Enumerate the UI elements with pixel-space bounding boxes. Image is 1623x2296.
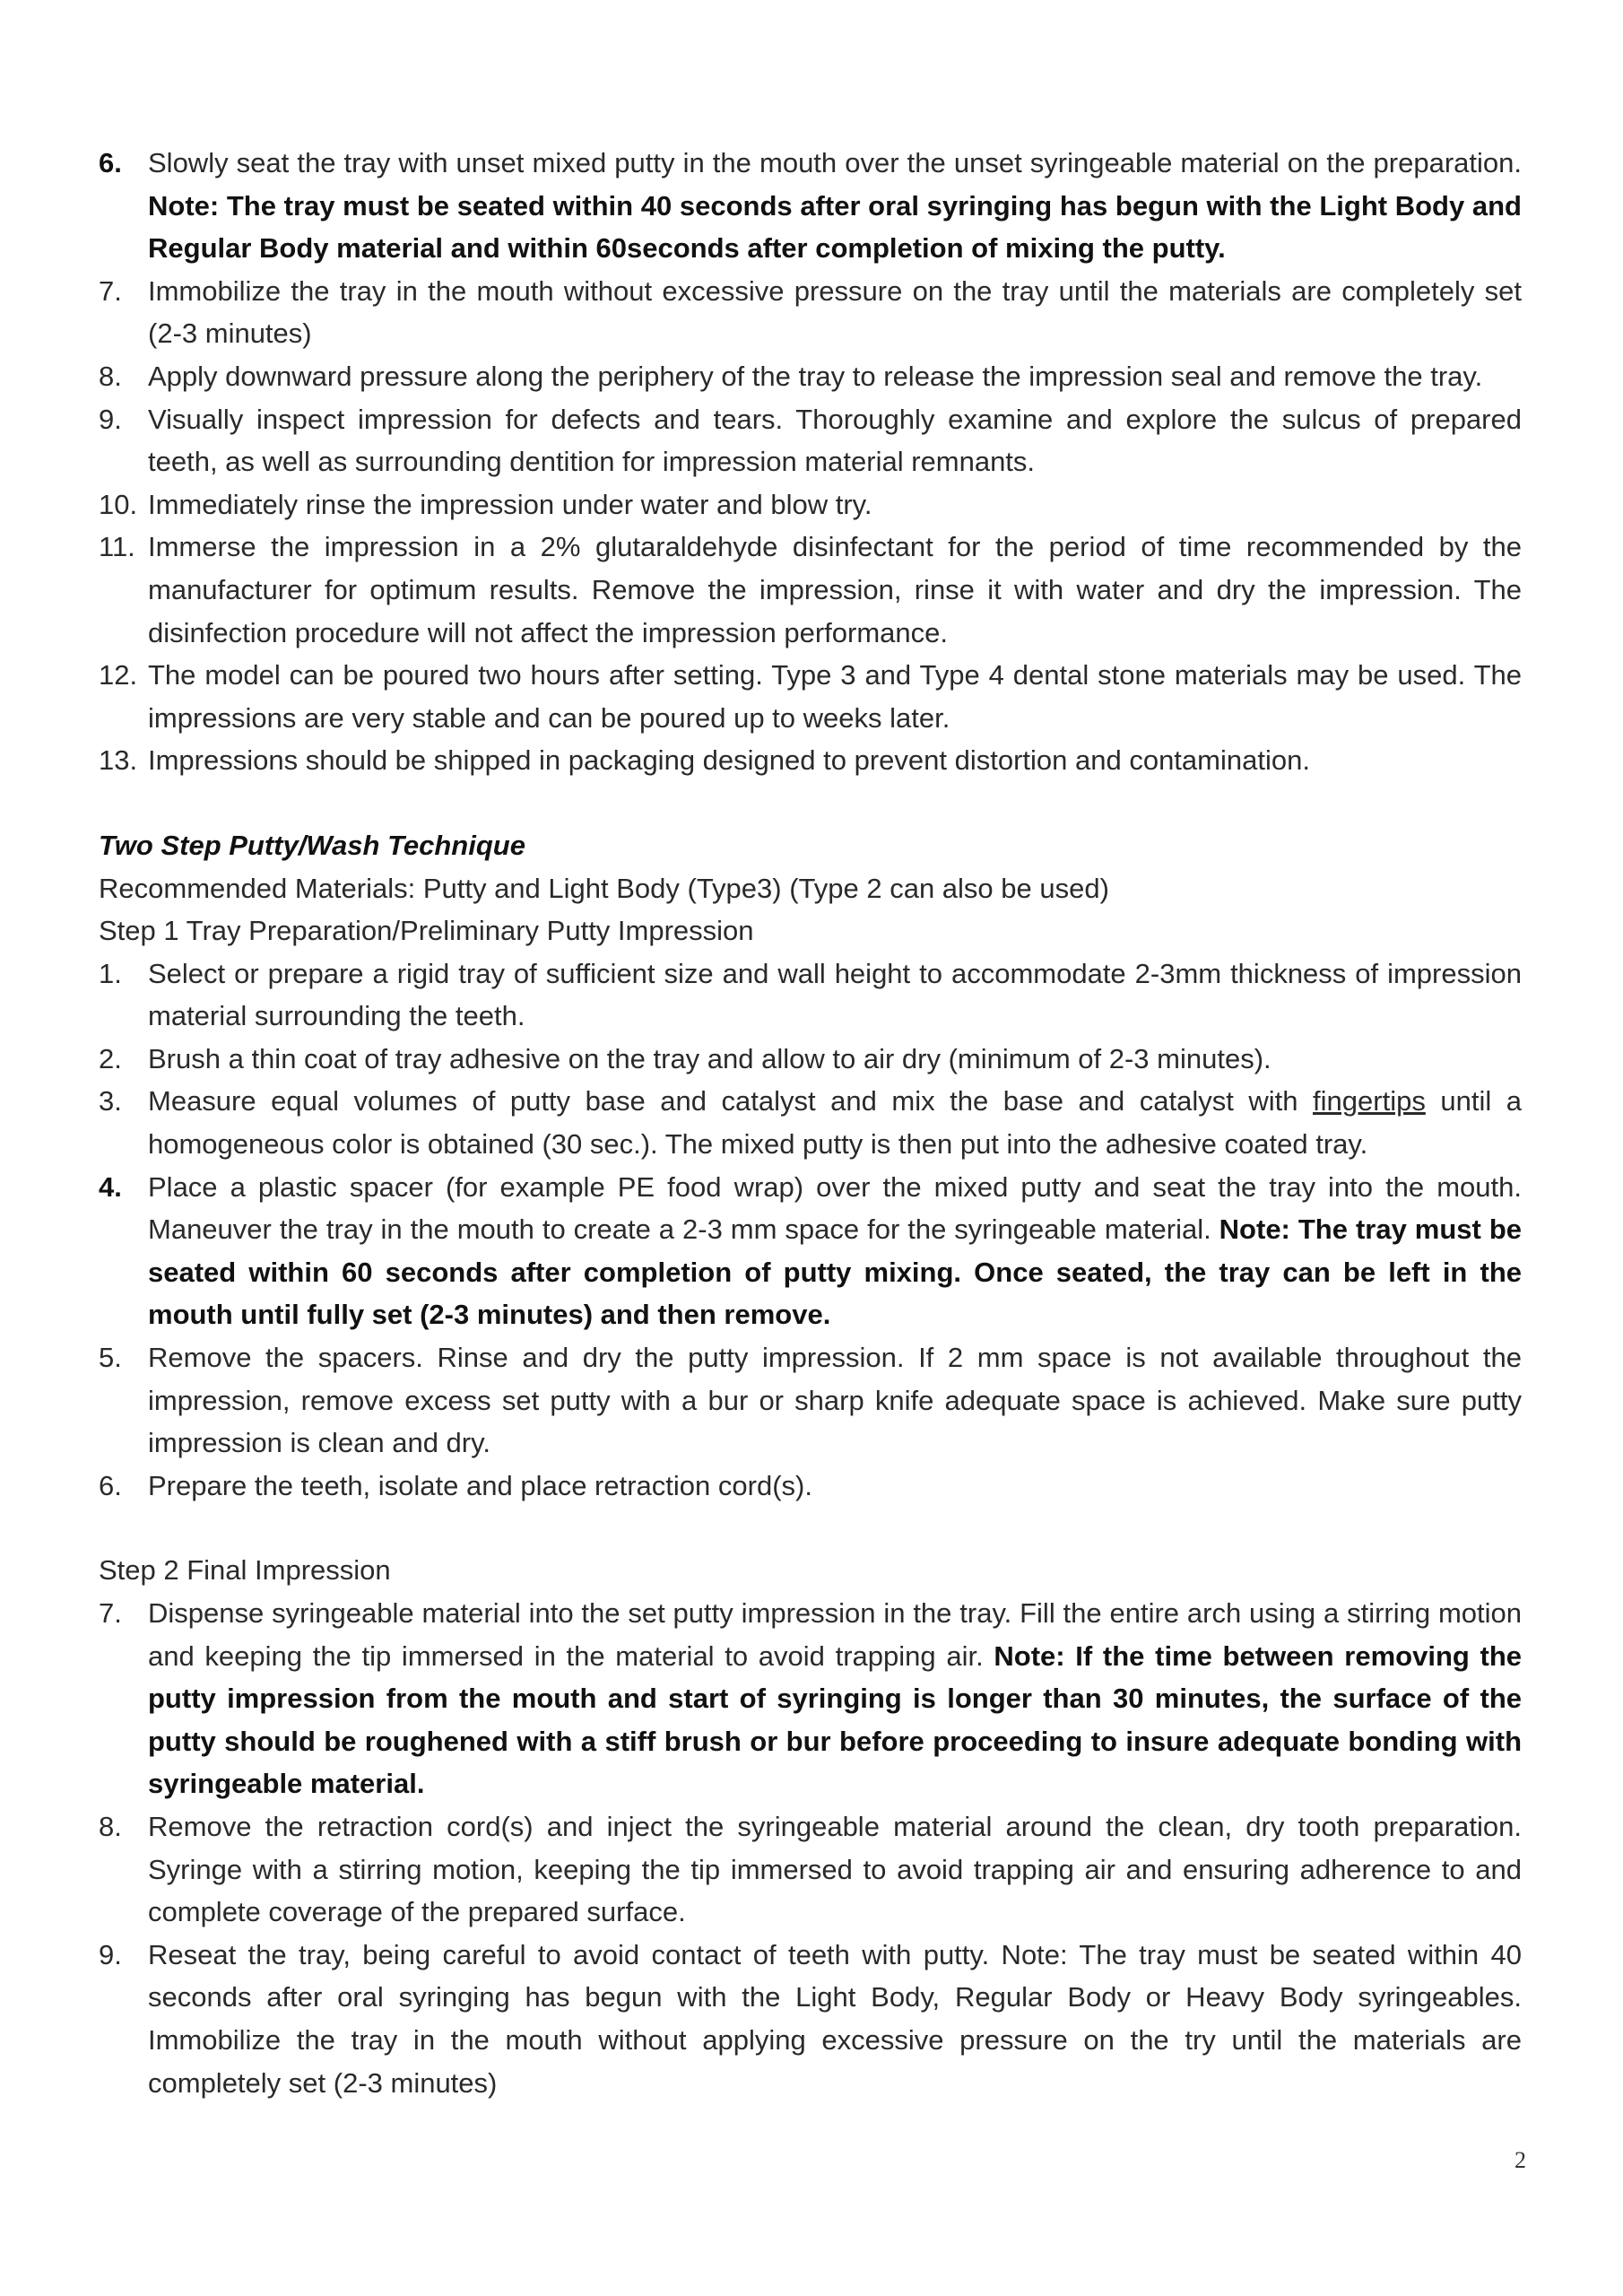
item-text: Immediately rinse the impression under water and blow try.	[148, 488, 872, 520]
list-item	[99, 142, 1522, 270]
item-text: Immobilize the tray in the mouth without excessive pressure on the tray until the materials are completely set (2-3 minutes)	[148, 274, 1522, 350]
item-number: 7.	[99, 274, 122, 307]
item-text: Reseat the tray, being careful to avoid contact of teeth with putty. Note: The tray must be seated within 40 seconds after oral syringing has begun with the Light Body, Regular Body or Heavy Body syringeables. Immobilize the tray in the mouth without applying excessive pressure on the try until the materials are completely set (2-3 minutes)	[148, 1938, 1522, 2099]
item-number: 8.	[99, 1810, 122, 1842]
item-number: 9.	[99, 1938, 122, 1970]
item-number: 8.	[99, 360, 122, 392]
section-heading: Two Step Putty/Wash Technique	[99, 829, 525, 861]
item-number: 5.	[99, 1342, 122, 1374]
step-1-title: Step 1 Tray Preparation/Preliminary Putty Impression	[99, 915, 754, 947]
list-item	[99, 952, 1522, 1038]
list-item	[99, 1336, 1522, 1465]
spacer	[99, 782, 1522, 824]
list-item	[99, 270, 1522, 355]
item-text: Remove the spacers. Rinse and dry the putty impression. If 2 mm space is not available throughout the impression, remove excess set putty with a bur or sharp knife adequate space is achieved. Make sure putty impression is clean and dry.	[148, 1342, 1522, 1459]
list-item	[99, 1805, 1522, 1934]
list-item	[99, 739, 1522, 782]
list-item	[99, 1080, 1522, 1165]
step-2-title: Step 2 Final Impression	[99, 1554, 391, 1587]
item-text: Visually inspect impression for defects and tears. Thoroughly examine and explore the sulcus of prepared teeth, as well as surrounding dentition for impression material remnants.	[148, 403, 1522, 478]
item-text: Measure equal volumes of putty base and catalyst and mix the base and catalyst with fingertips until a homogeneous color is obtained (30 sec.). The mixed putty is then put into the adhesive coated tray.	[148, 1085, 1522, 1161]
item-number: 12.	[99, 659, 138, 691]
spacer	[99, 1507, 1522, 1549]
item-number: 6.	[99, 1469, 122, 1501]
instruction-list-3	[99, 1592, 1522, 2104]
list-item	[99, 1465, 1522, 1508]
item-number: 6.	[99, 147, 122, 178]
item-text: Select or prepare a rigid tray of sufficient size and wall height to accommodate 2-3mm thickness of impression material surrounding the teeth.	[148, 957, 1522, 1032]
item-text: Impressions should be shipped in packaging designed to prevent distortion and contamination.	[148, 744, 1310, 777]
item-number: 3.	[99, 1085, 122, 1118]
recommended-materials: Recommended Materials: Putty and Light Body (Type3) (Type 2 can also be used)	[99, 872, 1109, 904]
item-number: 13.	[99, 744, 138, 777]
page-number: 2	[1515, 2147, 1526, 2173]
item-text: Prepare the teeth, isolate and place retraction cord(s).	[148, 1469, 812, 1501]
item-text: Brush a thin coat of tray adhesive on the tray and allow to air dry (minimum of 2-3 minutes).	[148, 1042, 1271, 1074]
list-item	[99, 355, 1522, 398]
item-text: Apply downward pressure along the periphery of the tray to release the impression seal and remove the tray.	[148, 360, 1483, 392]
item-text: Place a plastic spacer (for example PE food wrap) over the mixed putty and seat the tray into the mouth. Maneuver the tray in the mouth to create a 2-3 mm space for the syringeable material. Note: The tray must be seated within 60 seconds after completion of putty mixing. Once seated, the tray can be left in the mouth until fully set (2-3 minutes) and then remove.	[148, 1170, 1522, 1331]
item-text: Immerse the impression in a 2% glutaraldehyde disinfectant for the period of time recommended by the manufacturer for optimum results. Remove the impression, rinse it with water and dry the impression. The disinfection procedure will not affect the impression performance.	[148, 531, 1522, 648]
item-number: 1.	[99, 957, 122, 989]
list-item	[99, 1934, 1522, 2104]
item-number: 4.	[99, 1170, 122, 1203]
item-text: The model can be poured two hours after setting. Type 3 and Type 4 dental stone materials may be used. The impressions are very stable and can be poured up to weeks later.	[148, 659, 1522, 734]
item-text: Dispense syringeable material into the set putty impression in the tray. Fill the entire arch using a stirring motion and keeping the tip immersed in the material to avoid trapping air. Note: If the time between removing the putty impression from the mouth and start of syringing is longer than 30 minutes, the surface of the putty should be roughened with a stiff brush or bur before proceeding to insure adequate bonding with syringeable material.	[148, 1597, 1523, 1800]
underlined-word: fingertips	[1313, 1085, 1426, 1118]
list-item	[99, 654, 1522, 739]
instruction-list-2	[99, 952, 1522, 1508]
item-number: 9.	[99, 403, 122, 435]
instruction-list-1	[99, 142, 1522, 782]
list-item	[99, 398, 1522, 483]
item-number: 7.	[99, 1597, 122, 1629]
item-number: 10.	[99, 488, 138, 520]
list-item	[99, 526, 1522, 654]
list-item	[99, 1166, 1522, 1336]
item-number: 11.	[99, 531, 135, 563]
list-item	[99, 1038, 1522, 1081]
item-text: Slowly seat the tray with unset mixed putty in the mouth over the unset syringeable material on the preparation. Note: The tray must be seated within 40 seconds after oral syringing has begun with the Light Body and Regular Body material and within 60seconds after completion of mixing the putty.	[148, 147, 1522, 265]
list-item	[99, 1592, 1522, 1805]
item-number: 2.	[99, 1042, 122, 1074]
item-text: Remove the retraction cord(s) and inject the syringeable material around the clean, dry tooth preparation. Syringe with a stirring motion, keeping the tip immersed to avoid trapping air and ensuring adherence to and complete coverage of the prepared surface.	[148, 1810, 1522, 1928]
list-item	[99, 483, 1522, 526]
